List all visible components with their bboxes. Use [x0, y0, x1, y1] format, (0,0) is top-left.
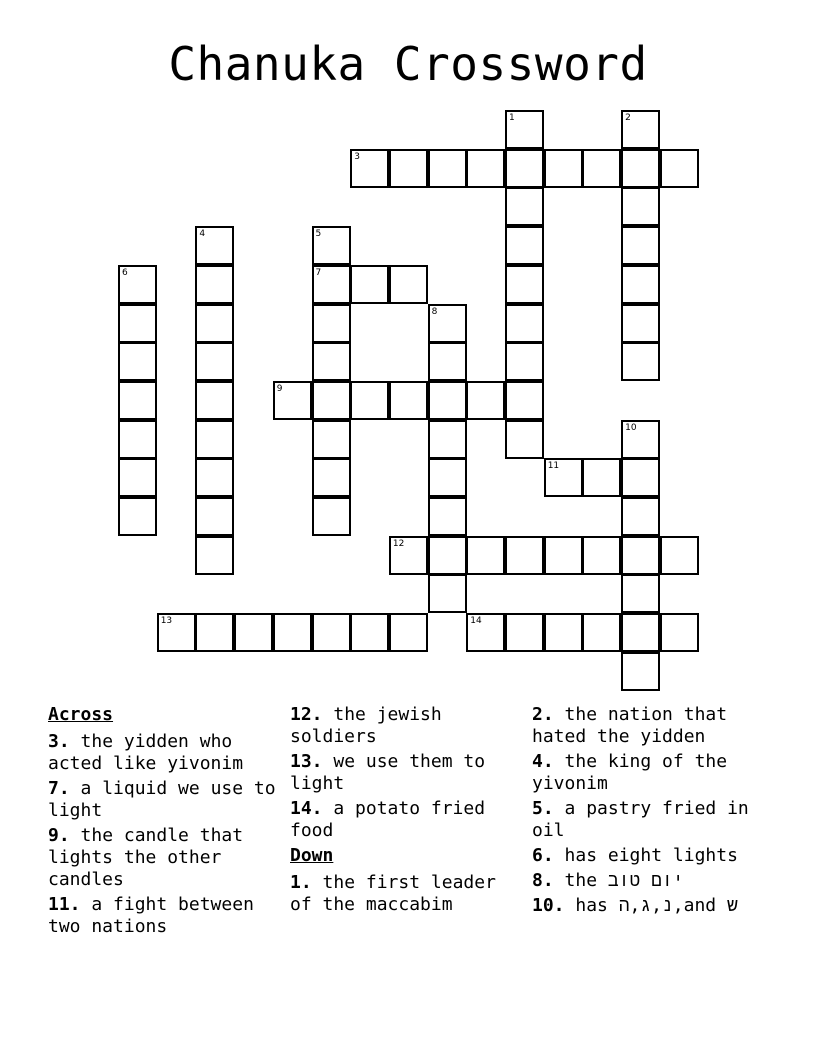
grid-cell[interactable] [428, 458, 467, 497]
grid-cell[interactable] [544, 536, 583, 575]
cell-number: 1 [509, 113, 515, 123]
clue-text: the nation that hated the yidden [532, 704, 728, 747]
grid-cell[interactable] [660, 536, 699, 575]
clue-number: 2. [532, 704, 554, 725]
grid-cell[interactable] [195, 458, 234, 497]
grid-cell[interactable] [621, 304, 660, 343]
grid-cell[interactable] [312, 381, 351, 420]
clue-number: 7. [48, 778, 70, 799]
cell-number: 10 [625, 422, 637, 433]
grid-cell[interactable] [312, 613, 351, 652]
grid-cell[interactable] [312, 226, 351, 265]
grid-cell[interactable] [350, 265, 389, 304]
grid-cell[interactable] [544, 613, 583, 652]
grid-cell[interactable] [195, 226, 234, 265]
grid-cell[interactable] [234, 613, 273, 652]
clue-across-11 [48, 894, 280, 938]
grid-cell[interactable] [505, 536, 544, 575]
clue-text: a fight between two nations [48, 894, 254, 937]
grid-cell[interactable] [428, 149, 467, 188]
clue-number: 3. [48, 731, 70, 752]
grid-cell[interactable] [621, 458, 660, 497]
clue-number: 5. [532, 798, 554, 819]
cell-number: 4 [199, 229, 206, 240]
grid-cell[interactable] [621, 613, 660, 652]
grid-cell[interactable] [466, 381, 505, 420]
grid-cell[interactable] [621, 265, 660, 304]
grid-cell[interactable] [505, 226, 544, 265]
grid-cell[interactable] [428, 342, 467, 381]
clue-down-5 [532, 798, 772, 842]
grid-cell[interactable] [118, 420, 157, 459]
clue-number: 8. [532, 870, 554, 891]
clue-down-1 [290, 872, 522, 916]
clue-number: 11. [48, 894, 81, 915]
grid-cell[interactable] [118, 304, 157, 343]
cell-number: 3 [354, 151, 360, 162]
clue-down-10 [532, 895, 772, 917]
page-title: Chanuka Crossword [168, 37, 648, 91]
grid-cell[interactable] [389, 536, 428, 575]
down-heading: Down [290, 845, 334, 866]
grid-cell[interactable] [505, 420, 544, 459]
clue-text: the jewish soldiers [290, 704, 442, 747]
grid-cell[interactable] [621, 536, 660, 575]
grid-cell[interactable] [466, 536, 505, 575]
grid-cell[interactable] [621, 187, 660, 226]
grid-cell[interactable] [428, 420, 467, 459]
clue-across-9 [48, 825, 280, 891]
grid-cell[interactable] [466, 149, 505, 188]
clue-across-13 [290, 751, 522, 795]
cell-number: 12 [392, 538, 405, 549]
grid-cell[interactable] [505, 381, 544, 420]
clue-down-4 [532, 751, 772, 795]
grid-cell[interactable] [195, 304, 234, 343]
grid-cell[interactable] [621, 110, 660, 149]
grid-cell[interactable] [312, 497, 351, 536]
grid-cell[interactable] [582, 458, 621, 497]
grid-cell[interactable] [195, 536, 234, 575]
clue-down-2 [532, 704, 772, 748]
grid-cell[interactable] [544, 149, 583, 188]
grid-cell[interactable] [428, 304, 467, 343]
grid-cell[interactable] [660, 149, 699, 188]
grid-cell[interactable] [505, 110, 544, 149]
grid-cell[interactable] [621, 574, 660, 613]
grid-cell[interactable] [350, 149, 389, 188]
grid-cell[interactable] [389, 381, 428, 420]
grid-cell[interactable] [273, 381, 312, 420]
grid-cell[interactable] [505, 342, 544, 381]
grid-cell[interactable] [505, 187, 544, 226]
grid-cell[interactable] [428, 574, 467, 613]
grid-cell[interactable] [312, 265, 351, 304]
clue-text: a pastry fried in oil [532, 798, 749, 841]
clues-column-1 [48, 704, 280, 941]
grid-cell[interactable] [195, 265, 234, 304]
grid-cell[interactable] [195, 497, 234, 536]
clues-column-3 [532, 704, 772, 920]
grid-cell[interactable] [428, 381, 467, 420]
cell-number: 2 [625, 113, 631, 123]
clue-text: the king of the yivonim [532, 751, 728, 794]
clue-text: a potato fried food [290, 798, 486, 841]
cell-number: 8 [431, 306, 438, 317]
clue-number: 12. [290, 704, 323, 725]
grid-cell[interactable] [273, 613, 312, 652]
grid-cell[interactable] [195, 381, 234, 420]
grid-cell[interactable] [350, 613, 389, 652]
grid-cell[interactable] [312, 304, 351, 343]
grid-cell[interactable] [505, 149, 544, 188]
grid-cell[interactable] [621, 497, 660, 536]
cell-number: 6 [122, 267, 128, 278]
grid-cell[interactable] [621, 420, 660, 459]
across-heading: Across [48, 704, 114, 725]
clue-number: 9. [48, 825, 70, 846]
cell-number: 14 [470, 616, 482, 627]
grid-cell[interactable] [312, 342, 351, 381]
grid-cell[interactable] [544, 458, 583, 497]
grid-cell[interactable] [621, 342, 660, 381]
grid-cell[interactable] [505, 613, 544, 652]
grid-cell[interactable] [582, 149, 621, 188]
grid-cell[interactable] [195, 613, 234, 652]
grid-cell[interactable] [582, 613, 621, 652]
clue-down-6 [532, 845, 772, 867]
clue-number: 14. [290, 798, 323, 819]
clue-text: the yidden who acted like yivonim [48, 731, 244, 774]
grid-cell[interactable] [621, 149, 660, 188]
clue-text: has eight lights [553, 845, 738, 866]
grid-cell[interactable] [389, 149, 428, 188]
clue-down-8 [532, 870, 772, 892]
clues-column-2 [290, 704, 522, 919]
clue-text: the first leader of the maccabim [290, 872, 496, 915]
clue-number: 1. [290, 872, 312, 893]
grid-cell[interactable] [118, 342, 157, 381]
clue-text: a liquid we use to light [48, 778, 276, 821]
grid-cell[interactable] [118, 458, 157, 497]
clue-number: 13. [290, 751, 323, 772]
grid-cell[interactable] [195, 420, 234, 459]
grid-cell[interactable] [389, 265, 428, 304]
grid-cell[interactable] [118, 381, 157, 420]
grid-cell[interactable] [118, 497, 157, 536]
grid-cell[interactable] [428, 497, 467, 536]
clue-number: 10. [532, 895, 565, 916]
grid-cell[interactable] [621, 652, 660, 691]
grid-cell[interactable] [350, 381, 389, 420]
grid-cell[interactable] [505, 265, 544, 304]
cell-number: 13 [160, 616, 173, 627]
grid-cell[interactable] [157, 613, 196, 652]
grid-cell[interactable] [505, 304, 544, 343]
cell-number: 7 [315, 267, 322, 278]
clue-across-3 [48, 731, 280, 775]
grid-cell[interactable] [389, 613, 428, 652]
grid-cell[interactable] [428, 536, 467, 575]
clue-across-7 [48, 778, 280, 822]
clue-text: the יום טוב [553, 870, 684, 891]
grid-cell[interactable] [312, 458, 351, 497]
grid-cell[interactable] [466, 613, 505, 652]
grid-cell[interactable] [660, 613, 699, 652]
cell-number: 11 [547, 461, 560, 472]
clue-text: we use them to light [290, 751, 486, 794]
clue-text: the candle that lights the other candles [48, 825, 244, 890]
grid-cell[interactable] [312, 420, 351, 459]
clue-text: has נ,ג,ה,and ש [564, 895, 738, 916]
cell-number: 9 [276, 383, 283, 394]
clue-across-14 [290, 798, 522, 842]
clue-number: 6. [532, 845, 554, 866]
grid-cell[interactable] [195, 342, 234, 381]
grid-cell[interactable] [118, 265, 157, 304]
grid-cell[interactable] [621, 226, 660, 265]
clue-number: 4. [532, 751, 554, 772]
clue-across-12 [290, 704, 522, 748]
grid-cell[interactable] [582, 536, 621, 575]
cell-number: 5 [315, 229, 322, 240]
